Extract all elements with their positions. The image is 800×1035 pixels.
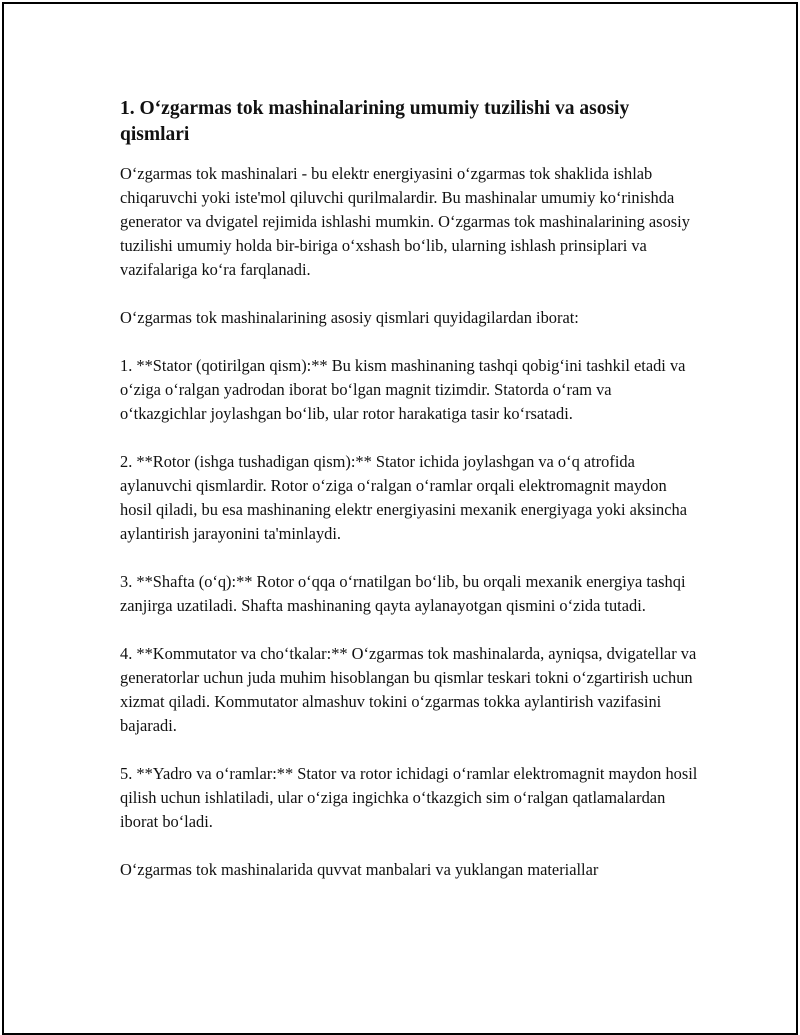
stator-paragraph: 1. **Stator (qotirilgan qism):** Bu kism mashinaning tashqi qobigʻini tashkil etadi va oʻziga oʻralgan yadrodan iborat boʻlgan magnit tizimdir. Statorda oʻram va oʻtkazgichlar joylashgan boʻlib, ular rotor harakatiga tasir koʻrsatadi. xyxy=(120,356,686,423)
document-page xyxy=(2,2,798,1035)
shaft-paragraph: 3. **Shafta (oʻq):** Rotor oʻqqa oʻrnatilgan boʻlib, bu orqali mexanik energiya tashqi zanjirga uzatiladi. Shafta mashinaning qayta aylanayotgan qismini oʻzida tutadi. xyxy=(120,572,686,615)
rotor-paragraph: 2. **Rotor (ishga tushadigan qism):** Stator ichida joylashgan va oʻq atrofida aylanuvchi qismlardir. Rotor oʻziga oʻralgan oʻramlar orqali elektromagnit maydon hosil qiladi, bu esa mashinaning elektr energiyasini mexanik energiyaga yoki aksincha aylantirish jarayonini ta'minlaydi. xyxy=(120,452,687,543)
document-title: 1. Oʻzgarmas tok mashinalarining umumiy tuzilishi va asosiy qismlari xyxy=(120,98,630,145)
core-windings-paragraph: 5. **Yadro va oʻramlar:** Stator va rotor ichidagi oʻramlar elektromagnit maydon hosil qilish uchun ishlatiladi, ular oʻziga ingichka oʻtkazgich sim oʻralgan qatlamalardan iborat boʻladi. xyxy=(120,764,698,831)
commutator-paragraph: 4. **Kommutator va choʻtkalar:** Oʻzgarmas tok mashinalarda, ayniqsa, dvigatellar va generatorlar uchun juda muhim hisoblangan bu qismlar teskari tokni oʻzgartirish uchun xizmat qiladi. Kommutator almashuv tokini oʻzgarmas tokka aylantirish vazifasini bajaradi. xyxy=(120,644,697,735)
intro-paragraph: Oʻzgarmas tok mashinalari - bu elektr energiyasini oʻzgarmas tok shaklida ishlab chiqaruvchi yoki iste'mol qiluvchi qurilmalardir. Bu mashinalar umumiy koʻrinishda generator va dvigatel rejimida ishlashi mumkin. Oʻzgarmas tok mashinalarining asosiy tuzilishi umumiy holda bir-biriga oʻxshash boʻlib, ularning ishlash prinsiplari va vazifalariga koʻra farqlanadi. xyxy=(120,164,690,279)
parts-intro-paragraph: Oʻzgarmas tok mashinalarining asosiy qismlari quyidagilardan iborat: xyxy=(120,308,579,327)
closing-paragraph: Oʻzgarmas tok mashinalarida quvvat manbalari va yuklangan materiallar xyxy=(120,860,599,879)
document-body xyxy=(120,96,700,882)
